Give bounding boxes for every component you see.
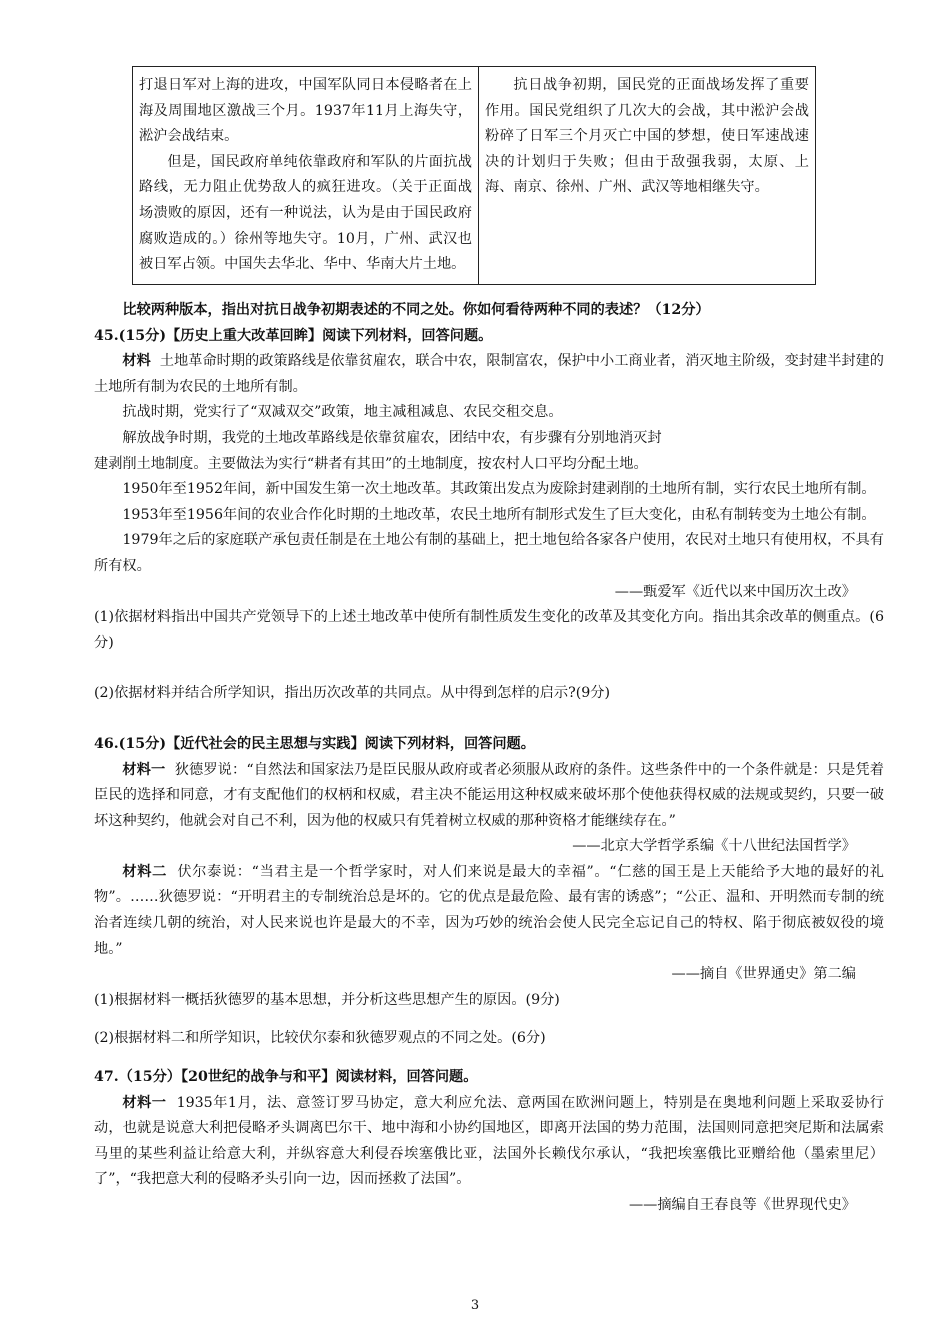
- table-right-cell: [479, 67, 816, 285]
- q46-material-2-source: ——摘自《世界通史》第二编: [671, 966, 856, 983]
- q45-title: 45.(15分)【历史上重大改革回眸】阅读下列材料，回答问题。: [94, 327, 493, 344]
- q46-question-2: (2)根据材料二和所学知识，比较伏尔泰和狄德罗观点的不同之处。(6分): [94, 1030, 546, 1047]
- q46-material-1: 狄德罗说：“自然法和国家法乃是臣民服从政府或者必须服从政府的条件。这些条件中的一个条件就是：只是凭着臣民的选择和同意，才有支配他们的权柄和权威，君主决不能运用这种权威来破坏那个使他获得权威的法规或契约，只要一破坏这种契约，他就会对自己不利，因为他的权威只有凭着树立权威的那种资格才能继续存在。”: [94, 761, 884, 829]
- q46-question-1: (1)根据材料一概括狄德罗的基本思想，并分析这些思想产生的原因。(9分): [94, 991, 560, 1008]
- q47-material-1: 1935年1月，法、意签订罗马协定，意大利应允法、意两国在欧洲问题上，特别是在奥地利问题上采取妥协行动，也就是说意大利把侵略矛头调离巴尔干、地中海和小协约国地区，即离开法国的势力范围，法国则同意把突尼斯和法属索马里的某些利益让给意大利，并纵容意大利侵吞埃塞俄比亚，法国外长赖伐尔承认，“我把埃塞俄比亚赠给他（墨索里尼）了”，“我把意大利的侵略矛头引向一边，因而拯救了法国”。: [94, 1094, 884, 1188]
- q46-material-2: 伏尔泰说：“当君主是一个哲学家时，对人们来说是最大的幸福”。“仁慈的国王是上天能给予大地的最好的礼物”。……狄德罗说：“开明君主的专制统治总是坏的。它的优点是最危险、最有害的诱惑”；“公正、温和、开明然而专制的统治者连续几朝的统治，对人民来说也许是最大的不幸，因为巧妙的统治会使人民完全忘记自己的特权、陷于彻底被奴役的境地。”: [94, 863, 884, 957]
- table-left-cell: [133, 67, 479, 285]
- q46-material-1-label: 材料一: [122, 761, 166, 778]
- page-number: 3: [470, 1298, 480, 1313]
- main-content: [94, 298, 884, 1219]
- q47-material-1-label: 材料一: [122, 1094, 167, 1111]
- q45-material-label: 材料: [122, 353, 151, 370]
- q45-material-3a: 解放战争时期，我党的土地改革路线是依靠贫雇农，团结中农，有步骤有分别地消灭封: [122, 429, 662, 446]
- q47-material-1-source: ——摘编自王春良等《世界现代史》: [628, 1197, 856, 1213]
- q45-material-2: 抗战时期，党实行了“双减双交”政策，地主减租减息、农民交租交息。: [122, 404, 563, 421]
- q46-material-1-source: ——北京大学哲学系编《十八世纪法国哲学》: [572, 838, 856, 855]
- q45-material-1: 土地革命时期的政策路线是依靠贫雇农，联合中农，限制富农，保护中小工商业者，消灭地主阶级，变封建半封建的土地所有制为农民的土地所有制。: [94, 353, 884, 395]
- q45-material-6: 1979年之后的家庭联产承包责任制是在土地公有制的基础上，把土地包给各家各户使用，农民对土地只有使用权，不具有所有权。: [94, 532, 884, 574]
- q45-material-5: 1953年至1956年间的农业合作化时期的土地改革，农民土地所有制形式发生了巨大变化，由私有制转变为土地公有制。: [122, 506, 876, 523]
- q46-material-2-label: 材料二: [122, 863, 167, 880]
- q45-source: ——甄爱军《近代以来中国历次土改》: [614, 583, 856, 600]
- q45-question-2: (2)依据材料并结合所学知识，指出历次改革的共同点。从中得到怎样的启示?(9分): [94, 685, 610, 702]
- comparison-table: [132, 66, 816, 285]
- right-paragraph-1: 抗日战争初期，国民党的正面战场发挥了重要作用。国民党组织了几次大的会战，其中淞沪会战粉碎了日军三个月灭亡中国的梦想，使日军速战速决的计划归于失败；但由于敌强我弱，太原、上海、南京、徐州、广州、武汉等地相继失守。: [485, 77, 809, 196]
- left-paragraph-2: 但是，国民政府单纯依靠政府和军队的片面抗战路线，无力阻止优势敌人的疯狂进攻。（关于正面战场溃败的原因，还有一种说法，认为是由于国民政府腐败造成的。）徐州等地失守。10月，广州、武汉也被日军占领。中国失去华北、华中、华南大片土地。: [139, 153, 472, 273]
- q44-task: 比较两种版本，指出对抗日战争初期表述的不同之处。你如何看待两种不同的表述？（12分）: [122, 302, 710, 318]
- q45-question-1: (1)依据材料指出中国共产党领导下的上述土地改革中使所有制性质发生变化的改革及其变化方向。指出其余改革的侧重点。(6分): [94, 609, 884, 651]
- left-paragraph-1: 打退日军对上海的进攻，中国军队同日本侵略者在上海及周围地区激战三个月。1937年11月上海失守，淞沪会战结束。: [139, 77, 472, 145]
- q45-material-3b: 建剥削土地制度。主要做法为实行“耕者有其田”的土地制度，按农村人口平均分配土地。: [94, 455, 648, 472]
- q45-material-4: 1950年至1952年间，新中国发生第一次土地改革。其政策出发点为废除封建剥削的土地所有制，实行农民土地所有制。: [122, 481, 876, 498]
- q46-title: 46.(15分)【近代社会的民主思想与实践】阅读下列材料，回答问题。: [94, 735, 535, 752]
- q47-title: 47.（15分）【20世纪的战争与和平】阅读材料，回答问题。: [94, 1069, 478, 1086]
